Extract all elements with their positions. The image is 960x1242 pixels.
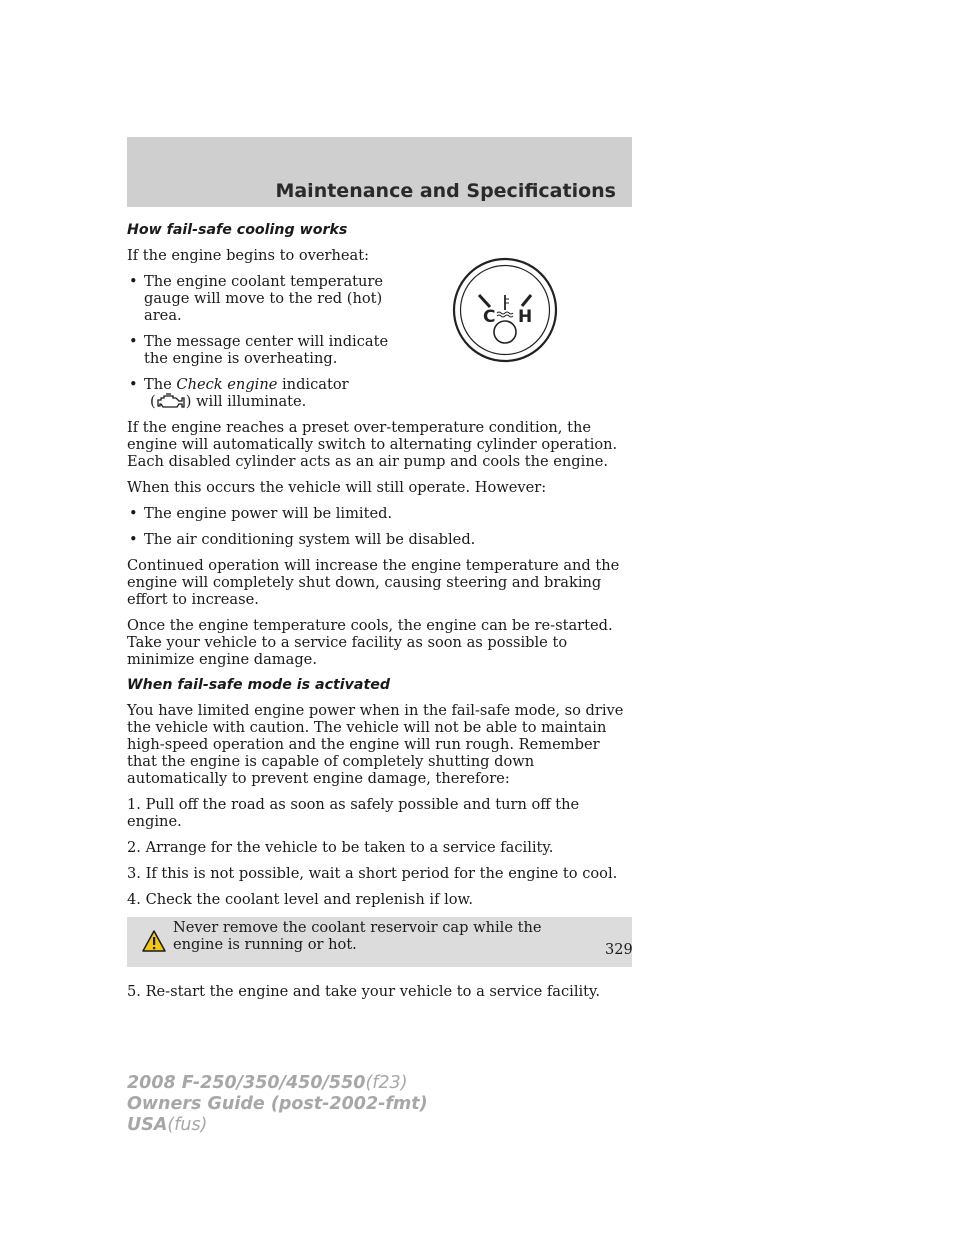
warning-text: Never remove the coolant reservoir cap while the engine is running or hot.	[173, 919, 542, 953]
bullet-text: The air conditioning system will be disabled.	[144, 531, 476, 548]
page-content	[127, 222, 632, 1009]
bullet-item	[127, 333, 394, 367]
bullet-item	[127, 505, 632, 522]
bullet-dot: •	[129, 505, 138, 522]
footer-model-code: (f23)	[365, 1073, 408, 1093]
gauge-hot-label: H	[518, 307, 533, 327]
check-engine-prefix: The	[144, 376, 177, 393]
check-engine-italic: Check engine	[176, 376, 282, 393]
section-title: Maintenance and Specifications	[275, 180, 616, 202]
bullet-dot: •	[129, 531, 138, 548]
bullet-text: The message center will indicate the engine is overheating.	[144, 333, 389, 367]
check-engine-close: ) will illuminate.	[185, 393, 307, 410]
check-engine-suffix: indicator	[282, 376, 349, 393]
paragraph: When this occurs the vehicle will still operate. However:	[127, 479, 547, 496]
step-item: 5. Re-start the engine and take your vehicle to a service facility.	[127, 983, 600, 1000]
check-engine-icon	[156, 393, 186, 409]
paragraph: If the engine reaches a preset over-temperature condition, the engine will automatically switch to alternating cylinder operation. Each disabled cylinder acts as an air pump and cools the engine.	[127, 419, 618, 470]
step-item: 2. Arrange for the vehicle to be taken to a service facility.	[127, 839, 554, 856]
bullet-text: The engine power will be limited.	[144, 505, 393, 522]
bullet-dot: •	[129, 333, 138, 350]
intro-text: If the engine begins to overheat:	[127, 247, 370, 264]
heading-fail-safe-cooling: How fail-safe cooling works	[127, 222, 348, 238]
bullet-dot: •	[129, 273, 138, 290]
footer-doc-info	[127, 1073, 428, 1136]
bullet-item-check-engine	[127, 376, 394, 410]
footer-market: USA	[127, 1115, 168, 1135]
warning-box	[127, 917, 632, 967]
step-item: 1. Pull off the road as soon as safely possible and turn off the engine.	[127, 796, 580, 830]
gauge-cold-label: C	[483, 307, 496, 327]
paragraph: Once the engine temperature cools, the engine can be re-started. Take your vehicle to a service facility as soon as possible to minimize engine damage.	[127, 617, 613, 668]
step-item: 4. Check the coolant level and replenish if low.	[127, 891, 473, 908]
bullet-dot: •	[129, 376, 138, 393]
paragraph: Continued operation will increase the engine temperature and the engine will completely shut down, causing steering and braking effort to increase.	[127, 557, 620, 608]
section-header-bar	[127, 137, 632, 207]
step-item: 3. If this is not possible, wait a short period for the engine to cool.	[127, 865, 618, 882]
bullet-text: The engine coolant temperature gauge will move to the red (hot) area.	[144, 273, 384, 324]
page-number: 329	[605, 942, 633, 958]
footer-guide-format: Owners Guide (post-2002-fmt)	[127, 1094, 428, 1114]
footer-model: 2008 F-250/350/450/550	[127, 1073, 366, 1093]
heading-fail-safe-activated: When fail-safe mode is activated	[127, 677, 391, 693]
open-paren: (	[150, 393, 156, 410]
bullet-item	[127, 273, 394, 324]
paragraph: You have limited engine power when in the fail-safe mode, so drive the vehicle with caution. The vehicle will not be able to maintain high-speed operation and the engine will run rough. Remember that the engine is capable of completely shutting down automatically to prevent engine damage, therefore:	[127, 702, 624, 787]
bullet-item	[127, 531, 632, 548]
warning-triangle-icon	[141, 929, 167, 953]
footer-market-code: (fus)	[167, 1115, 208, 1135]
